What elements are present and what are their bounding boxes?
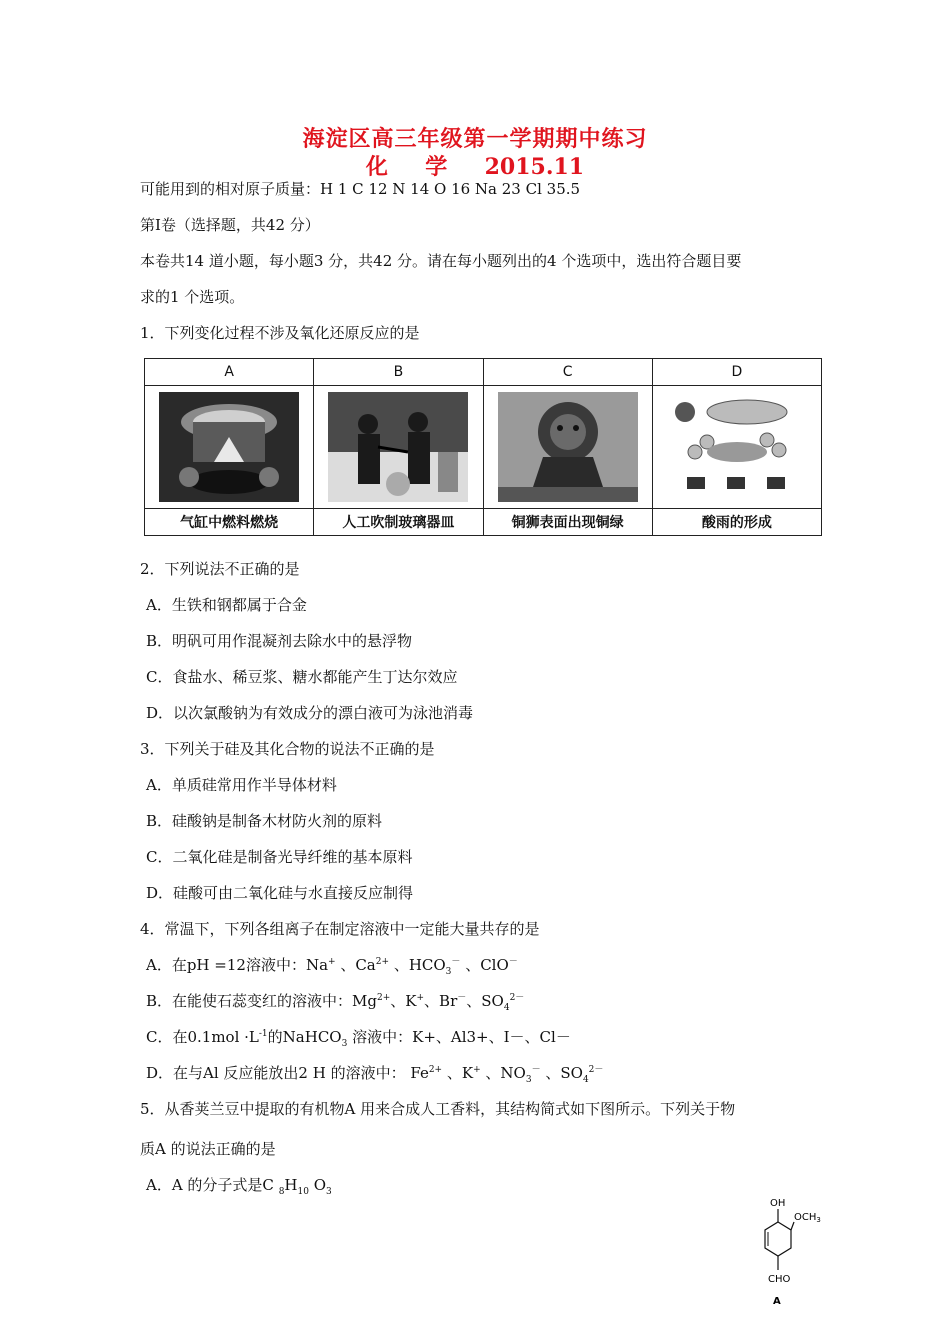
structure-label: A <box>773 1296 781 1307</box>
question-4-option-d: D．在与Al 反应能放出2 H 的溶液中： $Fe^{2+}$ 、K+ 、$NO_3^-$ 、$SO_4^{2-}$ <box>146 1064 604 1085</box>
glassblowing-photo <box>328 392 468 502</box>
option-header-a: A <box>145 359 314 386</box>
instruction-line-2: 求的1 个选项。 <box>140 288 245 306</box>
section-heading: 第Ⅰ卷（选择题，共42 分） <box>140 216 320 234</box>
question-4-option-a: A．在pH =12溶液中：Na+ 、$Ca^{2+}$ 、$HCO_3^-$ 、ClO－ <box>146 956 518 977</box>
question-1-options-table <box>144 358 822 536</box>
question-1-stem: 1．下列变化过程不涉及氧化还原反应的是 <box>140 324 420 342</box>
subject-char-1: 化 <box>365 154 388 180</box>
question-2-stem: 2．下列说法不正确的是 <box>140 560 300 578</box>
question-5-stem-1: 5．从香荚兰豆中提取的有机物A 用来合成人工香料，其结构简式如下图所示。下列关于物 <box>140 1100 736 1118</box>
question-2-option-a: A．生铁和钢都属于合金 <box>146 596 307 614</box>
question-3-option-b: B．硅酸钠是制备木材防火剂的原料 <box>146 812 383 830</box>
question-2-option-c: C．食盐水、稀豆浆、糖水都能产生丁达尔效应 <box>146 668 458 686</box>
question-3-stem: 3．下列关于硅及其化合物的说法不正确的是 <box>140 740 435 758</box>
option-caption-a: 气缸中燃料燃烧 <box>145 509 314 536</box>
compound-a-structure <box>756 1192 836 1312</box>
structure-och3-label: $OCH_3$ <box>794 1212 821 1224</box>
page-title: 海淀区高三年级第一学期期中练习 <box>302 126 648 152</box>
atomic-mass-line: 可能用到的相对原子质量：H 1 C 12 N 14 O 16 Na 23 Cl 35.5 <box>140 180 581 198</box>
question-4-option-b: B．在能使石蕊变红的溶液中：$Mg^{2+}$、K+、Br－、$SO_4^{2-}$ <box>146 992 525 1013</box>
subject-line <box>0 150 950 181</box>
subject-char-2: 学 <box>425 154 448 180</box>
question-5-option-a: A．A 的分子式是C $_8H_{10}$ $O_3$ <box>146 1176 332 1197</box>
option-header-b: B <box>314 359 483 386</box>
exam-date: 2015.11 <box>484 154 585 180</box>
structure-cho-label: CHO <box>768 1274 791 1285</box>
option-caption-d: 酸雨的形成 <box>652 509 821 536</box>
engine-cylinder-photo <box>159 392 299 502</box>
option-caption-b: 人工吹制玻璃器皿 <box>314 509 483 536</box>
question-3-option-a: A．单质硅常用作半导体材料 <box>146 776 337 794</box>
question-5-stem-2: 质A 的说法正确的是 <box>140 1140 276 1158</box>
structure-oh-label: OH <box>770 1198 786 1209</box>
question-4-option-c: C．在$0.1mol \cdot L^{-1}$的NaHCO$_3$ 溶液中：K+、Al3+、I－、Cl－ <box>146 1028 571 1049</box>
question-2-option-d: D．以次氯酸钠为有效成分的漂白液可为泳池消毒 <box>146 704 474 722</box>
question-3-option-d: D．硅酸可由二氧化硅与水直接反应制得 <box>146 884 414 902</box>
question-4-stem: 4．常温下，下列各组离子在制定溶液中一定能大量共存的是 <box>140 920 540 938</box>
option-header-c: C <box>483 359 652 386</box>
question-3-option-c: C．二氧化硅是制备光导纤维的基本原料 <box>146 848 413 866</box>
option-header-d: D <box>652 359 821 386</box>
question-2-option-b: B．明矾可用作混凝剂去除水中的悬浮物 <box>146 632 413 650</box>
copper-lion-photo <box>498 392 638 502</box>
acid-rain-diagram <box>667 392 807 502</box>
instruction-line-1: 本卷共14 道小题，每小题3 分，共42 分。请在每小题列出的4 个选项中，选出符合题目要 <box>140 252 742 270</box>
option-caption-c: 铜狮表面出现铜绿 <box>483 509 652 536</box>
